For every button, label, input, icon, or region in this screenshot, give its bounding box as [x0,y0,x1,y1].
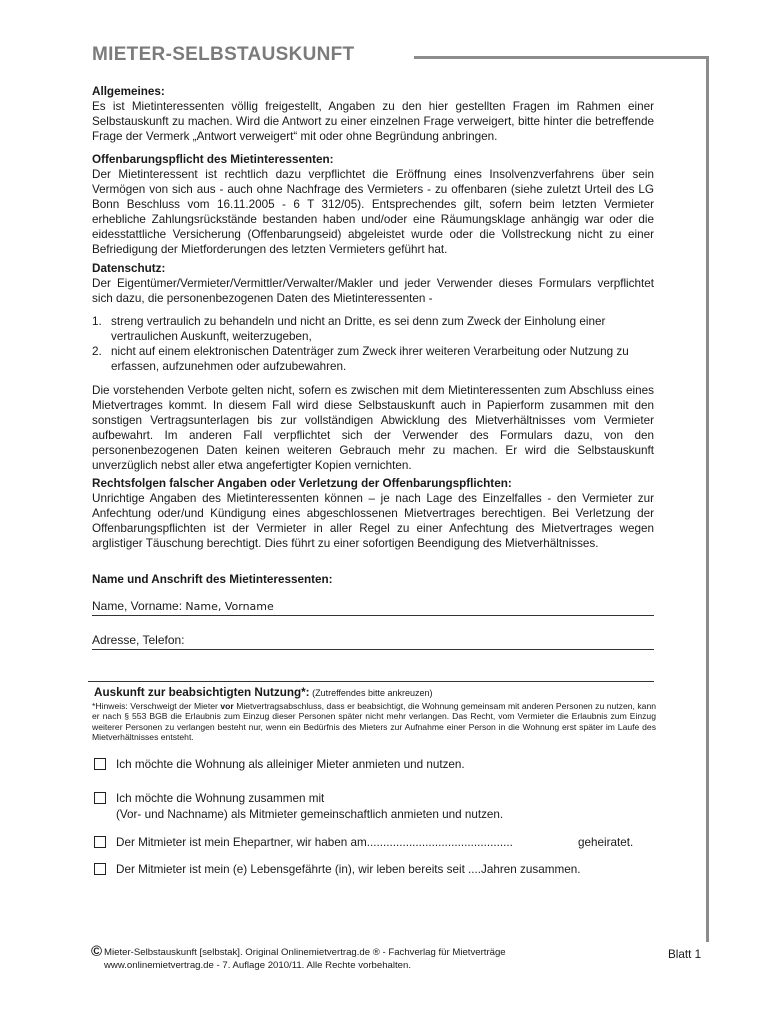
list-text: nicht auf einem elektronischen Datenträger zum Zweck ihrer weiteren Verarbeitung oder Nutzung zu erfassen, aufzunehmen oder aufzubewahren. [111,345,629,373]
usage-heading [94,686,432,699]
checkbox[interactable] [94,836,106,848]
usage-note-rest: Mietvertragsabschluss, dass er beabsichtigt, die Wohnung gemeinsam mit anderen Personen zu nutzen, kann er nach § 553 BGB die Erlaubnis zum Einzug dieser Personen später nicht mehr verlangen. Das Recht, vom Vermieter die Erlaubnis zum Einzug weiterer Personen zu verlangen besteht nur, wenn ein Bedürfnis des Mieters zur Aufnahme einer Person in die Wohnung erst später im Laufe des Mietverhältnisses entsteht. [92,701,656,743]
title-rule [414,56,708,59]
frame-rule [706,56,709,942]
section-heading: Allgemeines: [92,85,165,98]
section-allgemeines [92,84,654,144]
option-label-second-line: (Vor- und Nachname) als Mitmieter gemeinschaftlich anmieten und nutzen. [116,808,504,821]
section-heading: Datenschutz: [92,262,166,275]
section-datenschutz [92,261,654,473]
usage-heading-hint: (Zutreffendes bitte ankreuzen) [309,688,433,698]
option-label: Ich möchte die Wohnung zusammen mit [116,792,325,805]
usage-note-bold: vor [220,701,234,711]
section-text: Der Mietinteressent ist rechtlich dazu verpflichtet die Eröffnung eines Insolvenzverfahrens über sein Vermögen von sich aus - auch ohne Nachfrage des Vermieters - zu offenbaren (siehe zuletzt Urteil des LG Bonn Beschluss vom 16.11.2005 - 6 T 312/05). Entsprechendes gilt, sofern beim letzten Vermieter erhebliche Zahlungsrückstände bestanden haben und/oder eine Räumungsklage anhängig war oder die eidesstattliche Versicherung (Offenbarungseid) abgeleistet wurde oder die Vollstreckung nicht zu einer Befriedigung der Mietforderungen des letzten Vermieters geführt hat. [92,168,654,256]
name-field-value[interactable]: Name, Vorname [185,600,274,613]
copyright-icon: © [91,943,103,960]
usage-note-prefix: *Hinweis: Verschweigt der Mieter [92,701,221,711]
list-item [92,314,654,344]
option-suffix: geheiratet. [578,836,634,849]
section-text: Es ist Mietinteressenten völlig freigestellt, Angaben zu den hier gestellten Fragen im Rahmen einer Selbstauskunft zu machen. Wird die Antwort zu einer einzelnen Frage verweigert, bitte hinter die betreffende Frage der Vermerk „Antwort verweigert“ mit oder ohne Begründung anbringen. [92,100,654,143]
section-offenbarung [92,152,654,257]
address-field[interactable] [92,633,654,650]
checkbox[interactable] [94,863,106,875]
usage-option-together[interactable] [94,791,503,823]
list-number: 1. [92,315,102,328]
option-label: Ich möchte die Wohnung als alleiniger Mieter anmieten und nutzen. [116,758,465,771]
checkbox[interactable] [94,792,106,804]
footer-line: Mieter-Selbstauskunft [selbstak]. Original Onlinemietvertrag.de ® - Fachverlag für Mietverträge [104,947,506,958]
section-heading: Rechtsfolgen falscher Angaben oder Verletzung der Offenbarungspflichten: [92,477,512,490]
name-section-heading: Name und Anschrift des Mietinteressenten: [92,573,333,586]
usage-option-spouse[interactable] [94,835,654,851]
name-field[interactable] [92,599,654,616]
list-text: streng vertraulich zu behandeln und nicht an Dritte, es sei denn zum Zweck der Einholung einer vertraulichen Auskunft, weiterzugeben, [111,315,606,343]
footer-line: www.onlinemietvertrag.de - 7. Auflage 2010/11. Alle Rechte vorbehalten. [104,960,412,971]
option-label: Der Mitmieter ist mein (e) Lebensgefährte (in), wir leben bereits seit ....Jahren zusammen. [116,863,581,876]
address-field-label: Adresse, Telefon: [92,633,185,647]
page-number: Blatt 1 [668,948,702,961]
checkbox[interactable] [94,758,106,770]
list-item [92,344,654,374]
page-title: MIETER-SELBSTAUSKUNFT [92,44,355,65]
section-text: Die vorstehenden Verbote gelten nicht, sofern es zwischen mit dem Mietinteressenten zum Abschluss eines Mietvertrages kommt. In diesem Fall wird diese Selbstauskunft auch in Papierform zusammen mit den sonstigen Vertragsunterlagen bis zur vollständigen Abwicklung des Mietverhältnisses vom Vermieter aufbewahrt. Im anderen Fall verpflichtet sich der Verwender des Formulars dazu, von den personenbezogenen Daten keinen weiteren Gebrauch mehr zu machen. Er wird die Selbstauskunft unverzüglich nebst aller etwa angefertigter Kopien vernichten. [92,384,654,472]
name-field-label: Name, Vorname: [92,599,183,613]
usage-option-alone[interactable] [94,757,465,773]
usage-heading-text: Auskunft zur beabsichtigten Nutzung [94,686,302,699]
section-rechtsfolgen [92,476,654,551]
option-label: Der Mitmieter ist mein Ehepartner, wir haben am............................................. [116,836,513,849]
usage-note [92,701,656,743]
section-text: Der Eigentümer/Vermieter/Vermittler/Verwalter/Makler und jeder Verwender dieses Formulars verpflichtet sich dazu, die personenbezogenen Daten des Mietinteressenten - [92,277,654,305]
datenschutz-list [92,314,654,374]
usage-heading-mark: *: [301,686,310,699]
list-number: 2. [92,345,102,358]
usage-divider [88,681,654,682]
section-text: Unrichtige Angaben des Mietinteressenten können – je nach Lage des Einzelfalles - den Vermieter zur Anfechtung oder/und Kündigung eines abgeschlossenen Mietvertrages berechtigen. Bei Verletzung der Offenbarungspflichten ist der Vermieter in aller Regel zu einer Anfechtung des Mietvertrages wegen arglistiger Täuschung berechtigt. Dies führt zu einer sofortigen Beendigung des Mietverhältnisses. [92,492,654,550]
section-heading: Offenbarungspflicht des Mietinteressenten: [92,153,334,166]
usage-option-partner[interactable] [94,862,580,878]
